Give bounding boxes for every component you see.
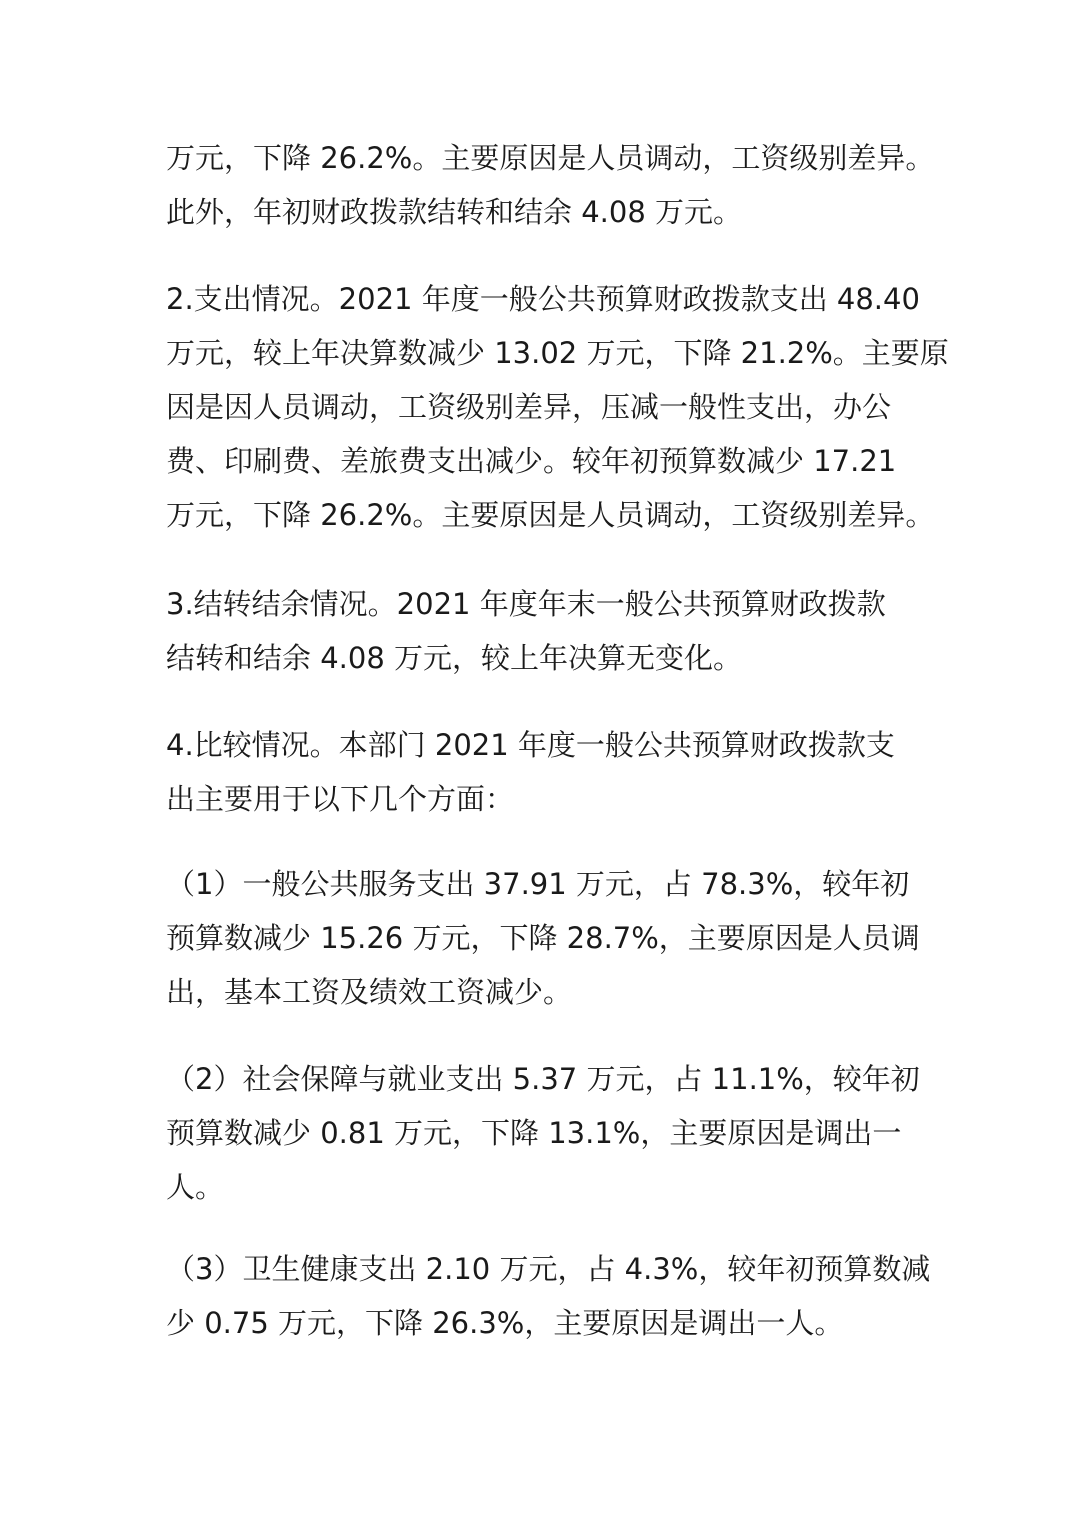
paragraph-item-3 <box>166 1242 930 1350</box>
text-line: 结转和结余 4.08 万元，较上年决算无变化。 <box>166 641 743 675</box>
paragraph-item-1 <box>166 857 920 1019</box>
text-line: 少 0.75 万元，下降 26.3%，主要原因是调出一人。 <box>166 1306 844 1340</box>
paragraph-budget-decline <box>166 131 934 239</box>
text-line: 出主要用于以下几个方面： <box>166 782 515 816</box>
paragraph-carryover <box>166 577 886 685</box>
text-line: 3.结转结余情况。2021 年度年末一般公共预算财政拨款 <box>166 587 886 621</box>
text-line: 4.比较情况。本部门 2021 年度一般公共预算财政拨款支 <box>166 728 895 762</box>
text-line: （3）卫生健康支出 2.10 万元，占 4.3%，较年初预算数减 <box>166 1252 931 1286</box>
text-line: 人。 <box>166 1170 225 1204</box>
text-line: （1）一般公共服务支出 37.91 万元，占 78.3%，较年初 <box>166 867 910 901</box>
text-line: 预算数减少 0.81 万元，下降 13.1%，主要原因是调出一 <box>166 1116 902 1150</box>
paragraph-item-2 <box>166 1052 920 1214</box>
text-line: 出，基本工资及绩效工资减少。 <box>166 975 573 1009</box>
text-line: （2）社会保障与就业支出 5.37 万元，占 11.1%，较年初 <box>166 1062 920 1096</box>
text-line: 此外，年初财政拨款结转和结余 4.08 万元。 <box>166 195 743 229</box>
text-line: 万元，较上年决算数减少 13.02 万元，下降 21.2%。主要原 <box>166 336 949 370</box>
text-line: 万元，下降 26.2%。主要原因是人员调动，工资级别差异。 <box>166 498 935 532</box>
paragraph-comparison <box>166 718 895 826</box>
text-line: 万元，下降 26.2%。主要原因是人员调动，工资级别差异。 <box>166 141 935 175</box>
paragraph-expenditure <box>166 272 949 542</box>
text-line: 因是因人员调动，工资级别差异，压减一般性支出，办公 <box>166 390 892 424</box>
text-line: 2.支出情况。2021 年度一般公共预算财政拨款支出 48.40 <box>166 282 920 316</box>
text-line: 预算数减少 15.26 万元，下降 28.7%，主要原因是人员调 <box>166 921 920 955</box>
text-line: 费、印刷费、差旅费支出减少。较年初预算数减少 17.21 <box>166 444 897 478</box>
